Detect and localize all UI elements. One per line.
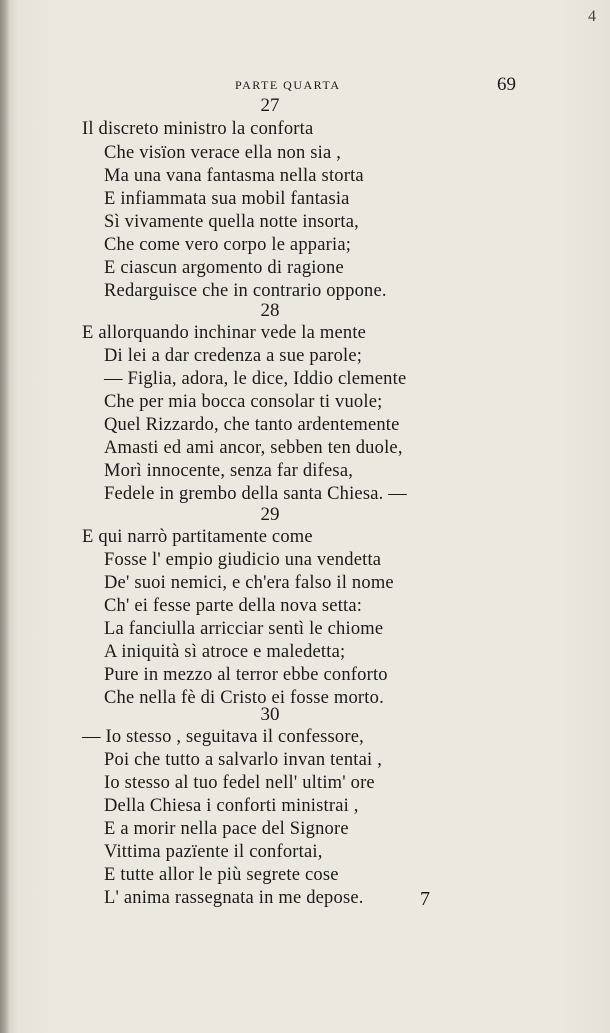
verse-line: Ch' ei fesse parte della nova setta: [104,596,363,616]
stanza-number: 30 [260,704,280,725]
verse-line: Pure in mezzo al terror ebbe conforto [104,665,388,685]
verse-line: E a morir nella pace del Signore [104,819,349,839]
verse-line: Amasti ed ami ancor, sebben ten duole, [104,438,403,458]
corner-mark: 4 [588,8,596,25]
stanza-number: 29 [260,504,280,525]
verse-line: Che per mia bocca consolar ti vuole; [104,392,383,412]
verse-line: Ma una vana fantasma nella storta [104,166,364,186]
verse-line: La fanciulla arricciar sentì le chiome [104,619,384,639]
stanza-number: 27 [260,95,280,116]
signature-mark: 7 [420,888,430,910]
verse-line: L' anima rassegnata in me depose. [104,888,364,908]
verse-line: — Io stesso , seguitava il confessore, [82,727,364,747]
verse-line: Vittima pazïente il confortai, [104,842,323,862]
verse-line: Che come vero corpo le apparia; [104,235,352,255]
verse-line: E tutte allor le più segrete cose [104,865,339,885]
verse-line: E qui narrò partitamente come [82,527,313,547]
verse-line: Sì vivamente quella notte insorta, [104,212,359,232]
verse-line: Che nella fè di Cristo ei fosse morto. [104,688,384,708]
verse-line: Il discreto ministro la conforta [82,119,314,139]
running-head: PARTE QUARTA [235,78,341,92]
verse-line: Che visïon verace ella non sia , [104,143,342,163]
verse-line: Poi che tutto a salvarlo invan tentai , [104,750,383,770]
verse-line: Quel Rizzardo, che tanto ardentemente [104,415,400,435]
verse-line: Della Chiesa i conforti ministrai , [104,796,359,816]
verse-line: Morì innocente, senza far difesa, [104,461,354,481]
page-number: 69 [497,74,516,95]
verse-line: — Figlia, adora, le dice, Iddio clemente [104,369,407,389]
verse-line: E infiammata sua mobil fantasia [104,189,350,209]
verse-line: Redarguisce che in contrario oppone. [104,281,387,301]
verse-line: A iniquità sì atroce e maledetta; [104,642,346,662]
verse-line: Fosse l' empio giudicio una vendetta [104,550,382,570]
verse-line: De' suoi nemici, e ch'era falso il nome [104,573,394,593]
verse-line: E ciascun argomento di ragione [104,258,344,278]
verse-line: Io stesso al tuo fedel nell' ultim' ore [104,773,375,793]
verse-line: Fedele in grembo della santa Chiesa. — [104,484,408,504]
verse-line: E allorquando inchinar vede la mente [82,323,367,343]
stanza-number: 28 [260,300,280,321]
verse-line: Di lei a dar credenza a sue parole; [104,346,363,366]
